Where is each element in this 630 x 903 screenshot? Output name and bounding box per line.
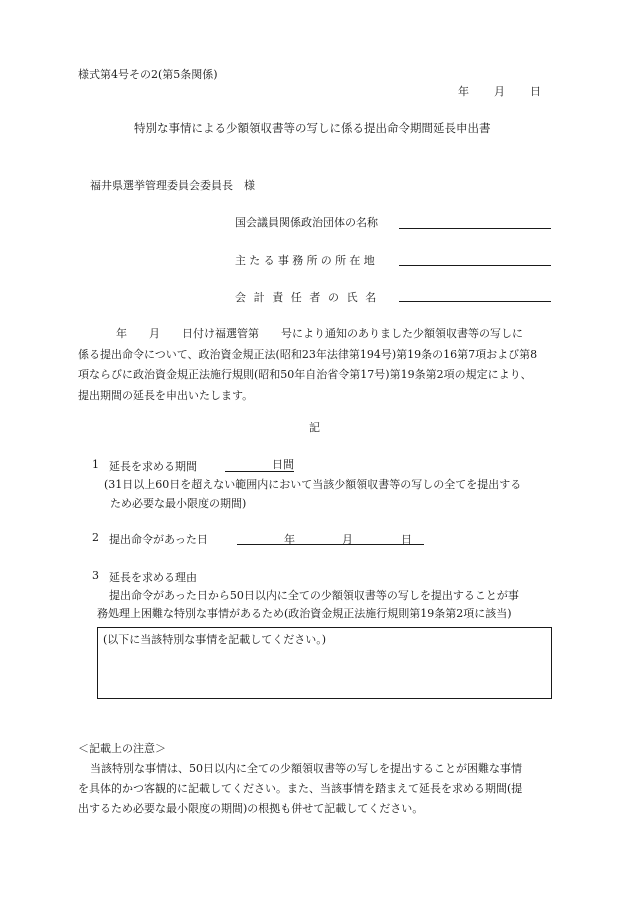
- item1-days-field[interactable]: [225, 458, 294, 472]
- ki-heading: 記: [309, 421, 320, 434]
- item1-note-line-1: (31日以上60日を超えない範囲内において当該少額領収書等の写しの全てを提出する: [104, 478, 522, 491]
- page-title: 特別な事情による少額領収書等の写しに係る提出命令期間延長申出書: [134, 121, 491, 135]
- item1-number: 1: [92, 458, 99, 471]
- notes-heading: ＜記載上の注意＞: [78, 742, 166, 755]
- item1-days-unit: 日間: [272, 458, 294, 471]
- field-line-accountant-name[interactable]: [399, 301, 551, 302]
- notes-line-2: を具体的かつ客観的に記載してください。また、当該事情を踏まえて延長を求める期間(提: [78, 782, 523, 795]
- item2-date-field[interactable]: [237, 531, 424, 545]
- addressee: 福井県選挙管理委員会委員長 様: [90, 179, 255, 192]
- item2-year: 年: [284, 533, 295, 546]
- item2-day: 日: [401, 533, 412, 546]
- intro-line-3: 項ならびに政治資金規正法施行規則(昭和50年自治省令第17号)第19条第2項の規定により、: [78, 368, 532, 381]
- item3-label: 延長を求める理由: [109, 571, 197, 584]
- reason-textbox[interactable]: [97, 627, 552, 699]
- form-number: 様式第4号その2(第5条関係): [78, 68, 218, 81]
- item3-number: 3: [92, 569, 99, 582]
- field-line-organization-name[interactable]: [399, 228, 551, 229]
- date-header: 年 月 日: [458, 85, 542, 98]
- field-label-organization-name: 国会議員関係政治団体の名称: [235, 216, 378, 229]
- reason-box-prompt: (以下に当該特別な事情を記載してください。): [103, 633, 327, 646]
- notes-line-3: 出するため必要な最小限度の期間)の根拠も併せて記載してください。: [78, 802, 424, 815]
- item2-number: 2: [92, 531, 99, 544]
- notes-line-1: 当該特別な事情は、50日以内に全ての少額領収書等の写しを提出することが困難な事情: [90, 762, 522, 775]
- intro-line-2: 係る提出命令について、政治資金規正法(昭和23年法律第194号)第19条の16第7項および第8: [78, 348, 538, 361]
- item3-text-line-2: 務処理上困難な特別な事情があるため(政治資金規正法施行規則第19条第2項に該当): [97, 607, 512, 620]
- intro-line-1: 年 月 日付け福選管第 号により通知のありました少額領収書等の写しに: [116, 327, 523, 340]
- item2-label: 提出命令があった日: [109, 533, 208, 546]
- item3-text-line-1: 提出命令があった日から50日以内に全ての少額領収書等の写しを提出することが事: [109, 589, 519, 602]
- intro-line-4: 提出期間の延長を申出いたします。: [78, 389, 254, 402]
- item1-note-line-2: ため必要な最小限度の期間): [110, 497, 247, 510]
- item2-month: 月: [342, 533, 353, 546]
- field-label-accountant-name: 会計責任者の氏名: [235, 291, 384, 304]
- field-label-office-address: 主たる事務所の所在地: [235, 254, 378, 267]
- item1-label: 延長を求める期間: [109, 460, 197, 473]
- field-line-office-address[interactable]: [399, 265, 551, 266]
